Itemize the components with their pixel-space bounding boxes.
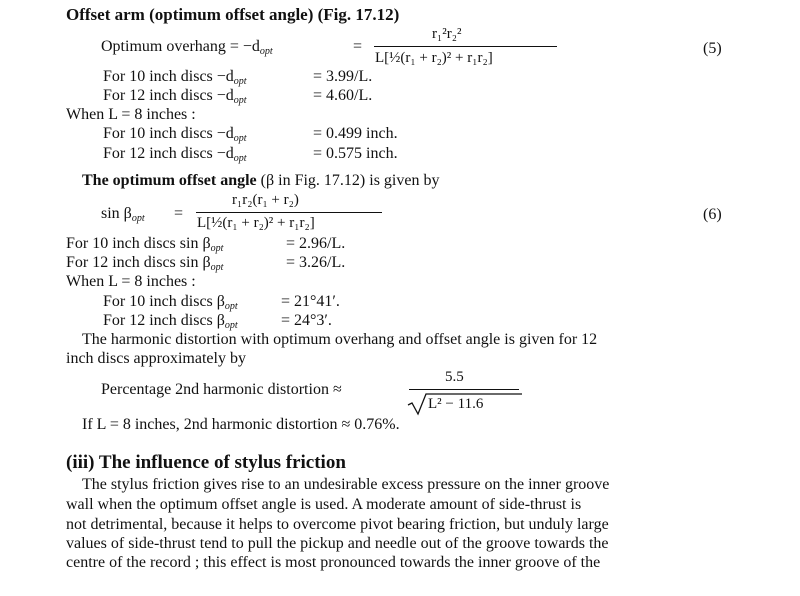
eq6-numerator: r₁r₂(r₁ + r₂) — [232, 192, 299, 208]
overhang-10-value: = 3.99/L. — [313, 68, 373, 85]
friction-para-line-4: values of side-thrust tend to pull the pickup and needle out of the groove towards the — [66, 535, 609, 552]
angle-intro-rest: (β in Fig. 17.12) is given by — [260, 172, 440, 189]
angle-intro — [82, 172, 439, 190]
harm-eq-numerator: 5.5 — [445, 369, 464, 385]
sin-10-value: = 2.96/L. — [286, 235, 346, 252]
eq5-lhs — [101, 38, 273, 61]
eq5-numerator: r₁²r₂² — [432, 26, 462, 42]
overhang-l8-12-value: = 0.575 inch. — [313, 145, 398, 162]
sin-12-value: = 3.26/L. — [286, 254, 346, 271]
overhang-l8-12-sub: opt — [233, 153, 247, 164]
when-l-8-first: When L = 8 inches : — [66, 106, 196, 123]
harm-eq-radicand: L² − 11.6 — [428, 396, 484, 412]
overhang-l8-10-label: For 10 inch discs −d — [103, 125, 234, 142]
friction-para-line-1: The stylus friction gives rise to an undesirable excess pressure on the inner groove — [82, 476, 610, 493]
when-l-8-second: When L = 8 inches : — [66, 273, 196, 290]
overhang-l8-12-label: For 12 inch discs −d — [103, 145, 234, 162]
harmonic-para-line-2: inch discs approximately by — [66, 350, 246, 367]
sin-10-label: For 10 inch discs sin β — [66, 235, 211, 252]
eq5-equals: = — [353, 38, 363, 55]
overhang-12-label: For 12 inch discs −d — [103, 87, 234, 104]
overhang-l8-10-sub: opt — [233, 133, 247, 144]
sin-12-sub: opt — [210, 262, 224, 273]
angle-l8-12-label: For 12 inch discs β — [103, 312, 225, 329]
section-title-offset-arm: Offset arm (optimum offset angle) (Fig. 17.12) — [66, 5, 400, 24]
sin-12-label: For 12 inch discs sin β — [66, 254, 211, 271]
eq6-equals: = — [174, 205, 184, 222]
eq6-fraction-bar — [196, 212, 382, 213]
eq6-lhs-sub: opt — [131, 213, 145, 224]
overhang-12-inch-l8 — [103, 145, 398, 168]
eq6-lhs-text: sin β — [101, 205, 132, 222]
eq5-number: (5) — [703, 40, 722, 57]
eq6-denominator: L[½(r₁ + r₂)² + r₁r₂] — [197, 215, 315, 231]
overhang-l8-10-value: = 0.499 inch. — [313, 125, 398, 142]
harm-eq-lhs: Percentage 2nd harmonic distortion ≈ — [101, 381, 342, 398]
section-title-stylus-friction: (iii) The influence of stylus friction — [66, 452, 346, 473]
angle-l8-10-sub: opt — [224, 301, 238, 312]
sin-10-sub: opt — [210, 243, 224, 254]
eq6-number: (6) — [703, 206, 722, 223]
eq5-denominator: L[½(r₁ + r₂)² + r₁r₂] — [375, 50, 493, 66]
if-l-8-line: If L = 8 inches, 2nd harmonic distortion ≈ 0.76%. — [82, 416, 400, 433]
overhang-10-sub: opt — [233, 76, 247, 87]
angle-intro-bold: The optimum offset angle — [82, 172, 257, 189]
eq5-lhs-sub: opt — [259, 46, 273, 57]
friction-para-line-3: not detrimental, because it helps to overcome pivot bearing friction, but unduly large — [66, 516, 609, 533]
angle-l8-12-value: = 24°3′. — [281, 312, 332, 329]
angle-l8-10-label: For 10 inch discs β — [103, 293, 225, 310]
angle-l8-12-sub: opt — [224, 320, 238, 331]
overhang-12-sub: opt — [233, 95, 247, 106]
overhang-10-label: For 10 inch discs −d — [103, 68, 234, 85]
friction-para-line-2: wall when the optimum offset angle is used. A moderate amount of side-thrust is — [66, 496, 582, 513]
harm-eq-fraction-bar — [409, 389, 519, 390]
friction-para-line-5: centre of the record ; this effect is most pronounced towards the inner groove of the — [66, 554, 601, 571]
eq5-lhs-text: Optimum overhang = −d — [101, 38, 260, 55]
harmonic-para-line-1: The harmonic distortion with optimum overhang and offset angle is given for 12 — [82, 331, 598, 348]
angle-l8-10-value: = 21°41′. — [281, 293, 340, 310]
eq5-fraction-bar — [374, 46, 557, 47]
eq6-lhs — [101, 205, 145, 228]
overhang-12-value: = 4.60/L. — [313, 87, 373, 104]
